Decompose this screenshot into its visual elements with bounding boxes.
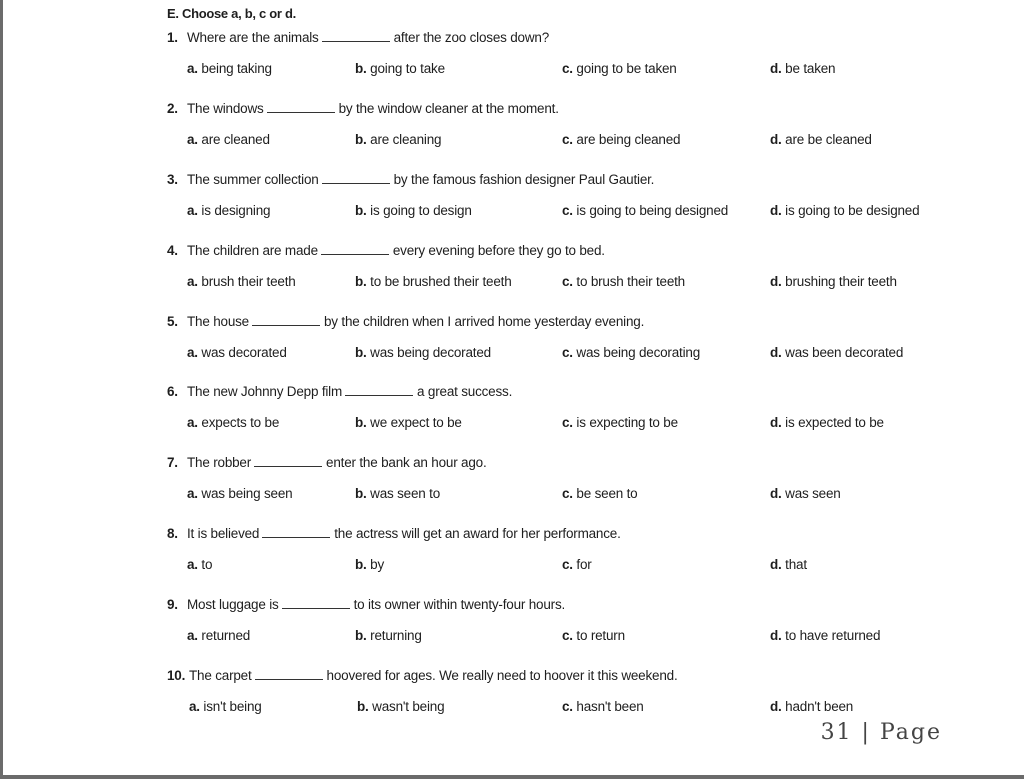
question-text-after: to its owner within twenty-four hours. (353, 597, 566, 612)
option-text: was been decorated (785, 345, 904, 360)
option-d-q8 (770, 557, 807, 572)
question-10 (167, 668, 678, 683)
answer-blank (345, 384, 413, 396)
option-c-q7 (562, 486, 637, 501)
option-letter: b. (355, 415, 367, 430)
option-b-q2 (355, 132, 441, 147)
option-a-q8 (187, 557, 212, 572)
option-c-q5 (562, 345, 700, 360)
question-text-before: The new Johnny Depp film (187, 384, 343, 399)
question-text-before: The windows (187, 101, 264, 116)
answer-blank (252, 314, 320, 326)
option-text: was being seen (201, 486, 293, 501)
answer-blank (322, 30, 390, 42)
option-letter: d. (770, 132, 782, 147)
option-text: wasn't being (372, 699, 445, 714)
option-text: going to be taken (576, 61, 677, 76)
option-letter: b. (355, 132, 367, 147)
option-a-q1 (187, 61, 272, 76)
option-c-q3 (562, 203, 728, 218)
option-text: is expecting to be (576, 415, 678, 430)
option-letter: c. (562, 345, 573, 360)
question-1 (167, 30, 549, 45)
option-a-q6 (187, 415, 279, 430)
option-letter: d. (770, 274, 782, 289)
question-number: 10. (167, 668, 186, 683)
question-9 (167, 597, 565, 612)
option-text: was being decorating (576, 345, 701, 360)
question-number: 6. (167, 384, 178, 399)
answer-blank (255, 668, 323, 680)
option-b-q5 (355, 345, 491, 360)
option-b-q9 (355, 628, 422, 643)
question-text-before: The children are made (187, 243, 318, 258)
option-a-q7 (187, 486, 292, 501)
question-text-after: by the window cleaner at the moment. (338, 101, 559, 116)
option-letter: c. (562, 557, 573, 572)
question-5 (167, 314, 644, 329)
option-letter: b. (355, 486, 367, 501)
option-text: isn't being (203, 699, 262, 714)
question-6 (167, 384, 512, 399)
option-d-q9 (770, 628, 880, 643)
answer-blank (262, 526, 330, 538)
question-text-after: after the zoo closes down? (393, 30, 550, 45)
question-number: 9. (167, 597, 178, 612)
question-text-after: the actress will get an award for her performance. (334, 526, 621, 541)
question-3 (167, 172, 654, 187)
option-b-q10 (357, 699, 444, 714)
question-text-after: hoovered for ages. We really need to hoover it this weekend. (326, 668, 678, 683)
option-a-q10 (189, 699, 262, 714)
option-letter: a. (187, 132, 198, 147)
question-text-before: It is believed (187, 526, 260, 541)
question-number: 8. (167, 526, 178, 541)
question-2 (167, 101, 559, 116)
question-text-after: by the children when I arrived home yesterday evening. (324, 314, 645, 329)
question-number: 1. (167, 30, 178, 45)
option-letter: d. (770, 61, 782, 76)
page-number: 31 | Page (820, 720, 942, 745)
option-letter: c. (562, 486, 573, 501)
question-text-before: The house (187, 314, 249, 329)
option-text: hadn't been (785, 699, 854, 714)
option-text: are be cleaned (785, 132, 872, 147)
option-a-q5 (187, 345, 287, 360)
option-d-q5 (770, 345, 903, 360)
option-text: is going to being designed (576, 203, 729, 218)
option-text: being taking (201, 61, 272, 76)
option-text: be taken (785, 61, 836, 76)
option-d-q6 (770, 415, 884, 430)
option-c-q9 (562, 628, 625, 643)
option-letter: c. (562, 274, 573, 289)
option-letter: b. (355, 61, 367, 76)
option-c-q2 (562, 132, 680, 147)
option-a-q4 (187, 274, 296, 289)
option-letter: c. (562, 132, 573, 147)
option-text: brush their teeth (201, 274, 296, 289)
option-text: hasn't been (576, 699, 644, 714)
answer-blank (254, 455, 322, 467)
option-text: are being cleaned (576, 132, 681, 147)
question-number: 5. (167, 314, 178, 329)
option-text: was decorated (201, 345, 287, 360)
option-letter: c. (562, 628, 573, 643)
question-4 (167, 243, 605, 258)
option-text: going to take (370, 61, 445, 76)
option-c-q4 (562, 274, 685, 289)
option-letter: b. (355, 628, 367, 643)
option-b-q1 (355, 61, 445, 76)
question-number: 3. (167, 172, 178, 187)
option-text: are cleaning (370, 132, 442, 147)
option-letter: d. (770, 628, 782, 643)
option-d-q1 (770, 61, 835, 76)
option-letter: b. (355, 203, 367, 218)
option-b-q6 (355, 415, 462, 430)
option-text: to (201, 557, 213, 572)
option-letter: a. (187, 274, 198, 289)
option-text: be seen to (576, 486, 638, 501)
answer-blank (282, 597, 350, 609)
option-b-q8 (355, 557, 384, 572)
option-letter: a. (187, 486, 198, 501)
option-letter: a. (187, 61, 198, 76)
option-text: to be brushed their teeth (370, 274, 512, 289)
option-letter: a. (187, 557, 198, 572)
option-text: was being decorated (370, 345, 491, 360)
question-8 (167, 526, 621, 541)
option-a-q3 (187, 203, 270, 218)
option-letter: a. (189, 699, 200, 714)
option-letter: c. (562, 61, 573, 76)
answer-blank (267, 101, 335, 113)
option-text: to have returned (785, 628, 881, 643)
option-c-q10 (562, 699, 644, 714)
option-letter: d. (770, 203, 782, 218)
option-text: to brush their teeth (576, 274, 685, 289)
option-text: for (576, 557, 592, 572)
option-letter: d. (770, 486, 782, 501)
question-text-before: Where are the animals (187, 30, 319, 45)
option-text: was seen to (370, 486, 441, 501)
option-b-q4 (355, 274, 512, 289)
option-d-q4 (770, 274, 897, 289)
option-d-q3 (770, 203, 919, 218)
option-letter: d. (770, 415, 782, 430)
option-a-q2 (187, 132, 270, 147)
option-letter: b. (355, 345, 367, 360)
option-text: is going to be designed (785, 203, 920, 218)
question-text-after: enter the bank an hour ago. (326, 455, 487, 470)
option-text: expects to be (201, 415, 280, 430)
question-text-after: a great success. (417, 384, 513, 399)
question-number: 7. (167, 455, 178, 470)
option-text: that (785, 557, 807, 572)
section-title: E. Choose a, b, c or d. (167, 6, 296, 21)
question-7 (167, 455, 487, 470)
option-letter: d. (770, 699, 782, 714)
option-text: returning (370, 628, 422, 643)
question-text-before: The summer collection (187, 172, 319, 187)
option-d-q7 (770, 486, 841, 501)
option-d-q2 (770, 132, 872, 147)
option-text: by (370, 557, 385, 572)
question-text-before: The carpet (189, 668, 252, 683)
option-c-q8 (562, 557, 592, 572)
option-text: was seen (785, 486, 841, 501)
option-letter: a. (187, 415, 198, 430)
option-a-q9 (187, 628, 250, 643)
option-letter: b. (355, 557, 367, 572)
option-letter: b. (355, 274, 367, 289)
option-c-q6 (562, 415, 678, 430)
option-letter: c. (562, 415, 573, 430)
option-letter: c. (562, 203, 573, 218)
option-letter: a. (187, 203, 198, 218)
question-number: 2. (167, 101, 178, 116)
question-text-after: every evening before they go to bed. (392, 243, 605, 258)
option-letter: a. (187, 628, 198, 643)
option-text: brushing their teeth (785, 274, 897, 289)
option-text: is expected to be (785, 415, 884, 430)
question-number: 4. (167, 243, 178, 258)
option-text: are cleaned (201, 132, 270, 147)
option-letter: a. (187, 345, 198, 360)
answer-blank (321, 243, 389, 255)
option-letter: d. (770, 345, 782, 360)
option-text: is going to design (370, 203, 472, 218)
option-letter: c. (562, 699, 573, 714)
question-text-after: by the famous fashion designer Paul Gautier. (393, 172, 655, 187)
option-c-q1 (562, 61, 677, 76)
question-text-before: Most luggage is (187, 597, 279, 612)
option-letter: d. (770, 557, 782, 572)
option-b-q7 (355, 486, 440, 501)
question-text-before: The robber (187, 455, 252, 470)
option-text: we expect to be (370, 415, 462, 430)
option-text: to return (576, 628, 625, 643)
option-d-q10 (770, 699, 853, 714)
answer-blank (322, 172, 390, 184)
option-text: is designing (201, 203, 271, 218)
option-text: returned (201, 628, 251, 643)
option-letter: b. (357, 699, 369, 714)
option-b-q3 (355, 203, 472, 218)
